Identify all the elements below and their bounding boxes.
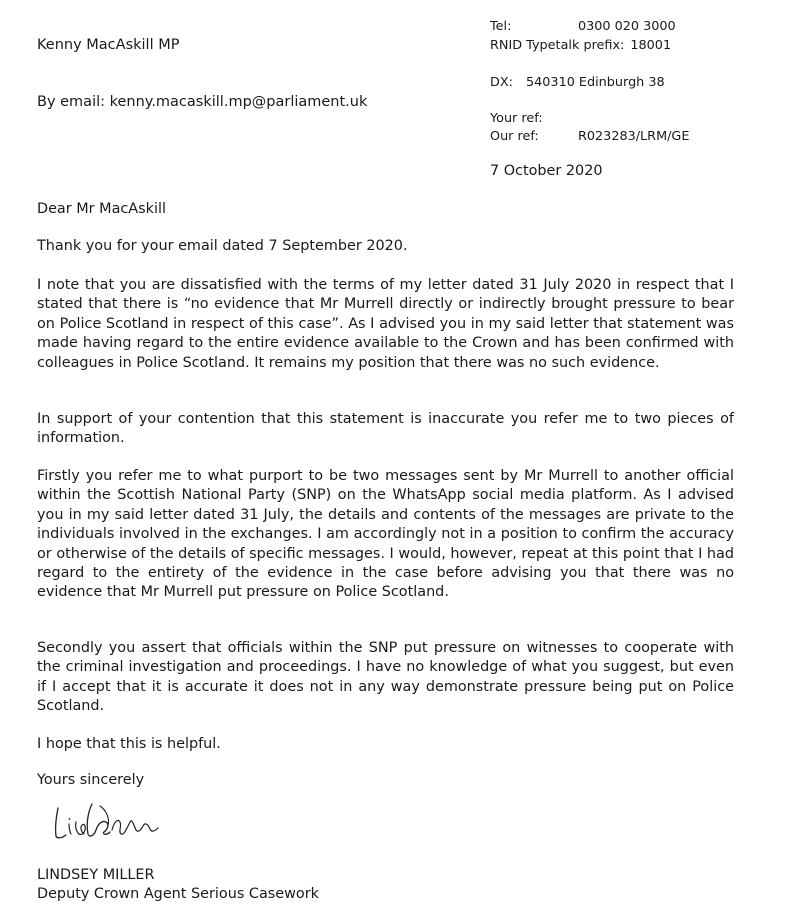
handwritten-signature: [44, 796, 164, 846]
typetalk-line: [490, 38, 671, 53]
your-ref-label: Your ref:: [490, 111, 543, 126]
signatory-title: Deputy Crown Agent Serious Casework: [37, 886, 319, 902]
paragraph-text: I note that you are dissatisfied with the terms of my letter dated 31 July 2020 in respect that I stated that there is “no evidence that Mr Murrell directly or indirectly brought pressure to bear on Police Scotland in respect of this case”. As I advised you in my said letter that statement was made having regard to the entire evidence available to the Crown and has been confirmed with colleagues in Police Scotland. It remains my position that there was no such evidence.: [37, 277, 734, 371]
tel-label: Tel:: [490, 19, 512, 34]
paragraph-1: [37, 237, 734, 256]
your-ref-line: [490, 111, 578, 126]
recipient-name: Kenny MacAskill MP: [37, 37, 180, 53]
paragraph-5: [37, 639, 734, 717]
our-ref-value: R023283/LRM/GE: [578, 129, 690, 144]
dx-value: 540310 Edinburgh 38: [526, 75, 665, 90]
paragraph-text: Thank you for your email dated 7 September 2020.: [37, 238, 408, 254]
salutation: Dear Mr MacAskill: [37, 201, 166, 217]
paragraph-text: I hope that this is helpful.: [37, 736, 221, 752]
closing: Yours sincerely: [37, 772, 145, 788]
tel-line: [490, 19, 676, 34]
our-ref-label: Our ref:: [490, 129, 539, 144]
typetalk-label: RNID Typetalk prefix:: [490, 38, 625, 53]
paragraph-2: [37, 276, 734, 373]
typetalk-value: 18001: [630, 38, 672, 53]
paragraph-6: [37, 735, 734, 754]
dx-label: DX:: [490, 75, 513, 90]
dx-line: [490, 75, 665, 90]
paragraph-text: Firstly you refer me to what purport to be two messages sent by Mr Murrell to another official within the Scottish National Party (SNP) on the WhatsApp social media platform. As I advised you in my said letter dated 31 July, the details and contents of the messages are private to the individuals involved in the exchanges. I am accordingly not in a position to confirm the accuracy or otherwise of the details of specific messages. I would, however, repeat at this point that I had regard to the entirety of the evidence in the case before advising you that there was no evidence that Mr Murrell put pressure on Police Scotland.: [37, 468, 734, 601]
paragraph-text: Secondly you assert that officials within the SNP put pressure on witnesses to cooperate with the criminal investigation and proceedings. I have no knowledge of what you suggest, but even if I accept that it is accurate it does not in any way demonstrate pressure being put on Police Scotland.: [37, 640, 734, 715]
signatory-name: LINDSEY MILLER: [37, 867, 155, 883]
our-ref-line: [490, 129, 689, 144]
paragraph-text: In support of your contention that this statement is inaccurate you refer me to two pieces of information.: [37, 411, 734, 447]
tel-value: 0300 020 3000: [578, 19, 676, 34]
paragraph-3: [37, 410, 734, 449]
letter-date: 7 October 2020: [490, 163, 603, 179]
paragraph-4: [37, 467, 734, 603]
recipient-email: By email: kenny.macaskill.mp@parliament.uk: [37, 94, 368, 110]
